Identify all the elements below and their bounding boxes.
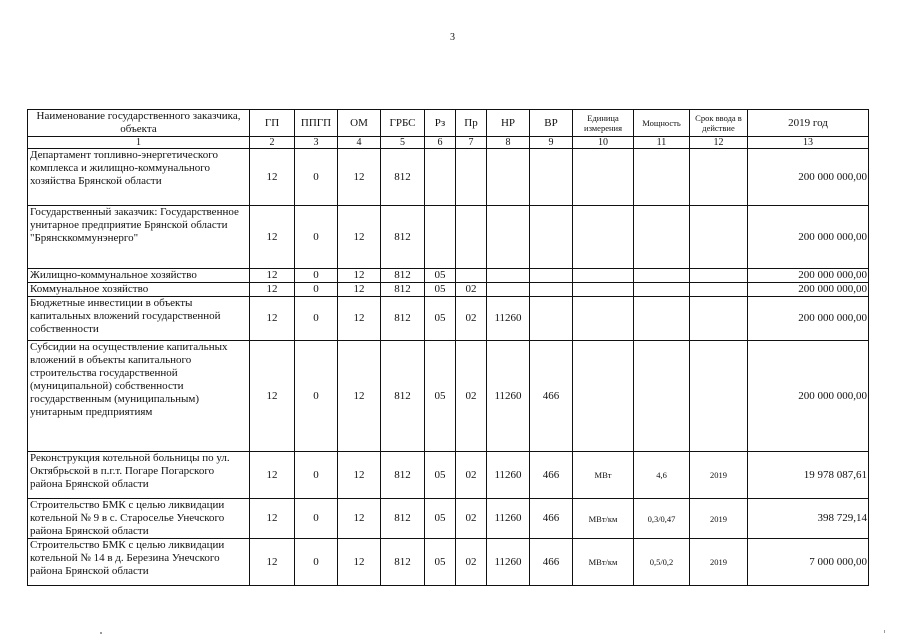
table-row [28, 539, 869, 586]
cell-grbs: 812 [381, 206, 425, 269]
cell-vr [530, 283, 573, 297]
cell-nr [487, 283, 530, 297]
col-number: 12 [690, 137, 748, 149]
cell-unit [573, 269, 634, 283]
scan-speck [884, 630, 885, 633]
cell-ppgp: 0 [295, 269, 338, 283]
col-header-gp: ГП [250, 110, 295, 137]
cell-amount: 200 000 000,00 [748, 283, 869, 297]
cell-unit [573, 297, 634, 341]
table-body [28, 110, 869, 586]
cell-grbs: 812 [381, 283, 425, 297]
cell-vr [530, 149, 573, 206]
page-number: 3 [450, 32, 455, 43]
row-name: Строительство БМК с целью ликвидации котельной № 9 в с. Староселье Унечского района Брянской области [28, 499, 250, 539]
cell-nr: 11260 [487, 452, 530, 499]
col-header-grbs: ГРБС [381, 110, 425, 137]
cell-term [690, 149, 748, 206]
cell-amount: 398 729,14 [748, 499, 869, 539]
cell-gp: 12 [250, 341, 295, 452]
row-name: Государственный заказчик: Государственное унитарное предприятие Брянской области "Брянсккоммунэнерго" [28, 206, 250, 269]
cell-term: 2019 [690, 539, 748, 586]
cell-ppgp: 0 [295, 206, 338, 269]
cell-nr: 11260 [487, 499, 530, 539]
cell-rz: 05 [425, 452, 456, 499]
col-header-pr: Пр [456, 110, 487, 137]
row-name: Коммунальное хозяйство [28, 283, 250, 297]
budget-table [27, 109, 869, 586]
row-name: Субсидии на осуществление капитальных вложений в объекты капитального строительства государственной (муниципальной) собственности государственным (муниципальным) унитарным предприятиям [28, 341, 250, 452]
table-row [28, 269, 869, 283]
col-header-nr: НР [487, 110, 530, 137]
row-name: Строительство БМК с целью ликвидации котельной № 14 в д. Березина Унечского района Брянской области [28, 539, 250, 586]
cell-om: 12 [338, 206, 381, 269]
cell-pr: 02 [456, 341, 487, 452]
cell-gp: 12 [250, 269, 295, 283]
cell-vr [530, 297, 573, 341]
cell-unit [573, 341, 634, 452]
cell-gp: 12 [250, 283, 295, 297]
cell-vr: 466 [530, 341, 573, 452]
table-row [28, 149, 869, 206]
cell-unit [573, 206, 634, 269]
cell-amount: 7 000 000,00 [748, 539, 869, 586]
cell-ppgp: 0 [295, 149, 338, 206]
table-row [28, 206, 869, 269]
col-number: 3 [295, 137, 338, 149]
cell-unit: МВт/км [573, 539, 634, 586]
cell-gp: 12 [250, 297, 295, 341]
cell-rz: 05 [425, 341, 456, 452]
cell-rz [425, 206, 456, 269]
row-name: Бюджетные инвестиции в объекты капитальных вложений государственной собственности [28, 297, 250, 341]
cell-pr: 02 [456, 452, 487, 499]
cell-om: 12 [338, 283, 381, 297]
cell-unit: МВт/км [573, 499, 634, 539]
cell-pr: 02 [456, 539, 487, 586]
cell-pr: 02 [456, 499, 487, 539]
cell-om: 12 [338, 341, 381, 452]
table-row [28, 499, 869, 539]
cell-ppgp: 0 [295, 539, 338, 586]
cell-power [634, 283, 690, 297]
cell-pr: 02 [456, 297, 487, 341]
cell-ppgp: 0 [295, 499, 338, 539]
row-name: Жилищно-коммунальное хозяйство [28, 269, 250, 283]
cell-grbs: 812 [381, 149, 425, 206]
cell-vr [530, 269, 573, 283]
cell-ppgp: 0 [295, 341, 338, 452]
cell-rz: 05 [425, 539, 456, 586]
cell-term [690, 206, 748, 269]
cell-gp: 12 [250, 149, 295, 206]
cell-rz: 05 [425, 269, 456, 283]
cell-rz [425, 149, 456, 206]
col-header-power: Мощность [634, 110, 690, 137]
cell-grbs: 812 [381, 539, 425, 586]
cell-grbs: 812 [381, 452, 425, 499]
cell-power: 0,5/0,2 [634, 539, 690, 586]
cell-nr [487, 269, 530, 283]
cell-pr: 02 [456, 283, 487, 297]
cell-vr [530, 206, 573, 269]
cell-amount: 200 000 000,00 [748, 269, 869, 283]
cell-amount: 200 000 000,00 [748, 206, 869, 269]
table-row [28, 283, 869, 297]
cell-rz: 05 [425, 297, 456, 341]
cell-nr [487, 206, 530, 269]
column-number-row [28, 137, 869, 149]
col-header-ppgp: ППГП [295, 110, 338, 137]
cell-pr [456, 149, 487, 206]
col-number: 5 [381, 137, 425, 149]
cell-power [634, 269, 690, 283]
cell-nr: 11260 [487, 539, 530, 586]
cell-vr: 466 [530, 499, 573, 539]
cell-term: 2019 [690, 452, 748, 499]
col-number: 10 [573, 137, 634, 149]
cell-vr: 466 [530, 452, 573, 499]
col-number: 2 [250, 137, 295, 149]
cell-ppgp: 0 [295, 283, 338, 297]
cell-term [690, 297, 748, 341]
cell-power: 0,3/0,47 [634, 499, 690, 539]
cell-power [634, 149, 690, 206]
cell-om: 12 [338, 539, 381, 586]
cell-grbs: 812 [381, 269, 425, 283]
cell-vr: 466 [530, 539, 573, 586]
cell-nr: 11260 [487, 297, 530, 341]
cell-om: 12 [338, 297, 381, 341]
col-number: 8 [487, 137, 530, 149]
cell-gp: 12 [250, 206, 295, 269]
cell-unit: МВт [573, 452, 634, 499]
cell-term [690, 283, 748, 297]
cell-om: 12 [338, 149, 381, 206]
cell-nr: 11260 [487, 341, 530, 452]
cell-unit [573, 283, 634, 297]
col-number: 13 [748, 137, 869, 149]
cell-term [690, 341, 748, 452]
table-row [28, 452, 869, 499]
cell-amount: 200 000 000,00 [748, 341, 869, 452]
cell-power [634, 341, 690, 452]
cell-gp: 12 [250, 499, 295, 539]
col-number: 9 [530, 137, 573, 149]
cell-om: 12 [338, 269, 381, 283]
cell-om: 12 [338, 452, 381, 499]
cell-gp: 12 [250, 452, 295, 499]
cell-om: 12 [338, 499, 381, 539]
col-header-unit: Единица измерения [573, 110, 634, 137]
table-header-row [28, 110, 869, 137]
col-number: 1 [28, 137, 250, 149]
cell-term: 2019 [690, 499, 748, 539]
table-row [28, 297, 869, 341]
cell-nr [487, 149, 530, 206]
cell-ppgp: 0 [295, 452, 338, 499]
col-number: 7 [456, 137, 487, 149]
col-number: 11 [634, 137, 690, 149]
cell-amount: 200 000 000,00 [748, 149, 869, 206]
scan-speck [100, 632, 102, 634]
table-row [28, 341, 869, 452]
col-number: 4 [338, 137, 381, 149]
cell-pr [456, 206, 487, 269]
col-header-name: Наименование государственного заказчика, объекта [28, 110, 250, 137]
cell-grbs: 812 [381, 341, 425, 452]
col-header-term: Срок ввода в действие [690, 110, 748, 137]
cell-unit [573, 149, 634, 206]
cell-gp: 12 [250, 539, 295, 586]
col-header-om: ОМ [338, 110, 381, 137]
cell-rz: 05 [425, 283, 456, 297]
cell-ppgp: 0 [295, 297, 338, 341]
cell-amount: 19 978 087,61 [748, 452, 869, 499]
cell-amount: 200 000 000,00 [748, 297, 869, 341]
cell-power: 4,6 [634, 452, 690, 499]
col-header-year: 2019 год [748, 110, 869, 137]
cell-grbs: 812 [381, 499, 425, 539]
cell-pr [456, 269, 487, 283]
col-header-rz: Рз [425, 110, 456, 137]
row-name: Департамент топливно-энергетического комплекса и жилищно-коммунального хозяйства Брянской области [28, 149, 250, 206]
col-number: 6 [425, 137, 456, 149]
row-name: Реконструкция котельной больницы по ул. Октябрьской в п.г.т. Погаре Погарского района Брянской области [28, 452, 250, 499]
cell-power [634, 206, 690, 269]
cell-term [690, 269, 748, 283]
cell-grbs: 812 [381, 297, 425, 341]
col-header-vr: ВР [530, 110, 573, 137]
cell-power [634, 297, 690, 341]
cell-rz: 05 [425, 499, 456, 539]
